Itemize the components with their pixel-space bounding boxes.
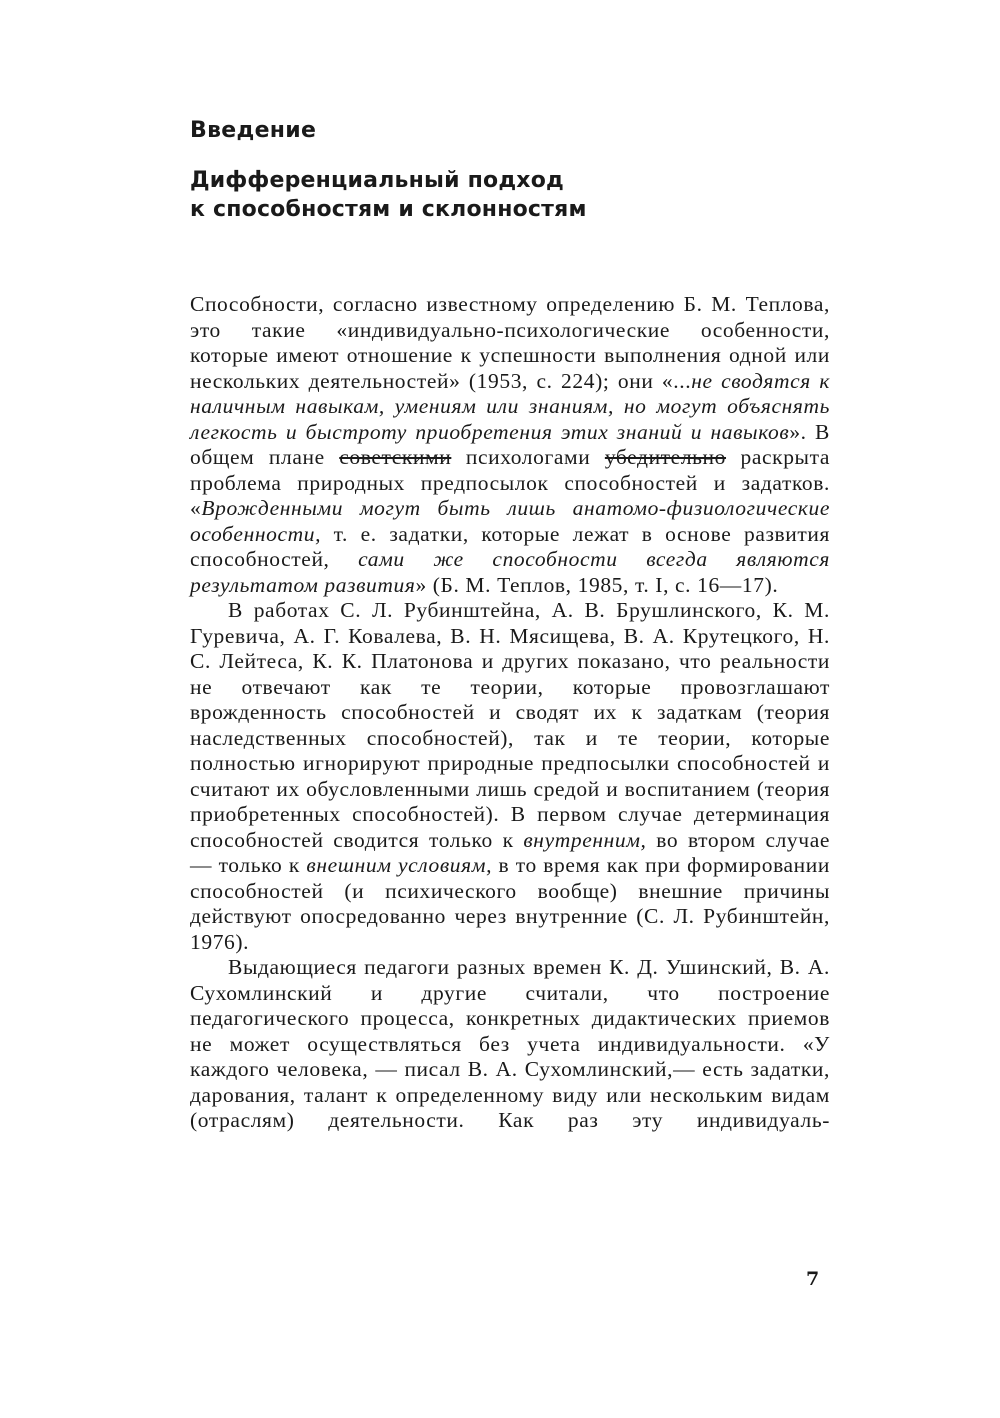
- chapter-title-line-2: к способностям и склонностям: [190, 197, 587, 222]
- chapter-title-line-1: Дифференциальный подход: [190, 168, 564, 193]
- paragraph-3: Выдающиеся педагоги разных времен К. Д. Ушинский, В. А. Сухомлинский и другие считали, что построение педагогического процесса, конкретных дидактических приемов не может осуществляться без учета индивидуальности. «У каждого человека, — писал В. А. Сухомлинский,— есть задатки, дарования, талант к определенному виду или нескольким видам (отраслям) деятельности. Как раз эту индивидуаль-: [190, 955, 830, 1132]
- struck-word: советскими: [339, 445, 452, 469]
- body-text: [190, 292, 830, 1134]
- chapter-title: [190, 166, 790, 224]
- section-heading: Введение: [190, 118, 317, 143]
- struck-word: убедительно: [604, 445, 727, 469]
- paragraph-1: Способности, согласно известному определению Б. М. Теплова, это такие «индивидуально-психологические особенности, которые имеют отношение к успешности выполнения одной или нескольких деятельностей» (1953, с. 224); они «...не сводятся к наличным навыкам, умениям или знаниям, но могут объяснять легкость и быстроту приобретения этих знаний и навыков». В общем плане советскими психологами убедительно раскрыта проблема природных предпосылок способностей и задатков. «Врожденными могут быть лишь анатомо-физиологические особенности, т. е. задатки, которые лежат в основе развития способностей, сами же способности всегда являются результатом развития» (Б. М. Теплов, 1985, т. I, с. 16—17).: [190, 292, 831, 597]
- page-number: 7: [806, 1268, 820, 1290]
- paragraph-2: В работах С. Л. Рубинштейна, А. В. Брушлинского, К. М. Гуревича, А. Г. Ковалева, В. Н. Мясищева, В. А. Крутецкого, Н. С. Лейтеса, К. К. Платонова и других показано, что реальности не отвечают как те теории, которые провозглашают врожденность способностей и сводят их к задаткам (теория наследственных способностей), так и те теории, которые полностью игнорируют природные предпосылки способностей и считают их обусловленными лишь средой и воспитанием (теория приобретенных способностей). В первом случае детерминация способностей сводится только к внутренним, во втором случае — только к внешним условиям, в то время как при формировании способностей (и психического вообще) внешние причины действуют опосредованно через внутренние (С. Л. Рубинштейн, 1976).: [190, 598, 830, 954]
